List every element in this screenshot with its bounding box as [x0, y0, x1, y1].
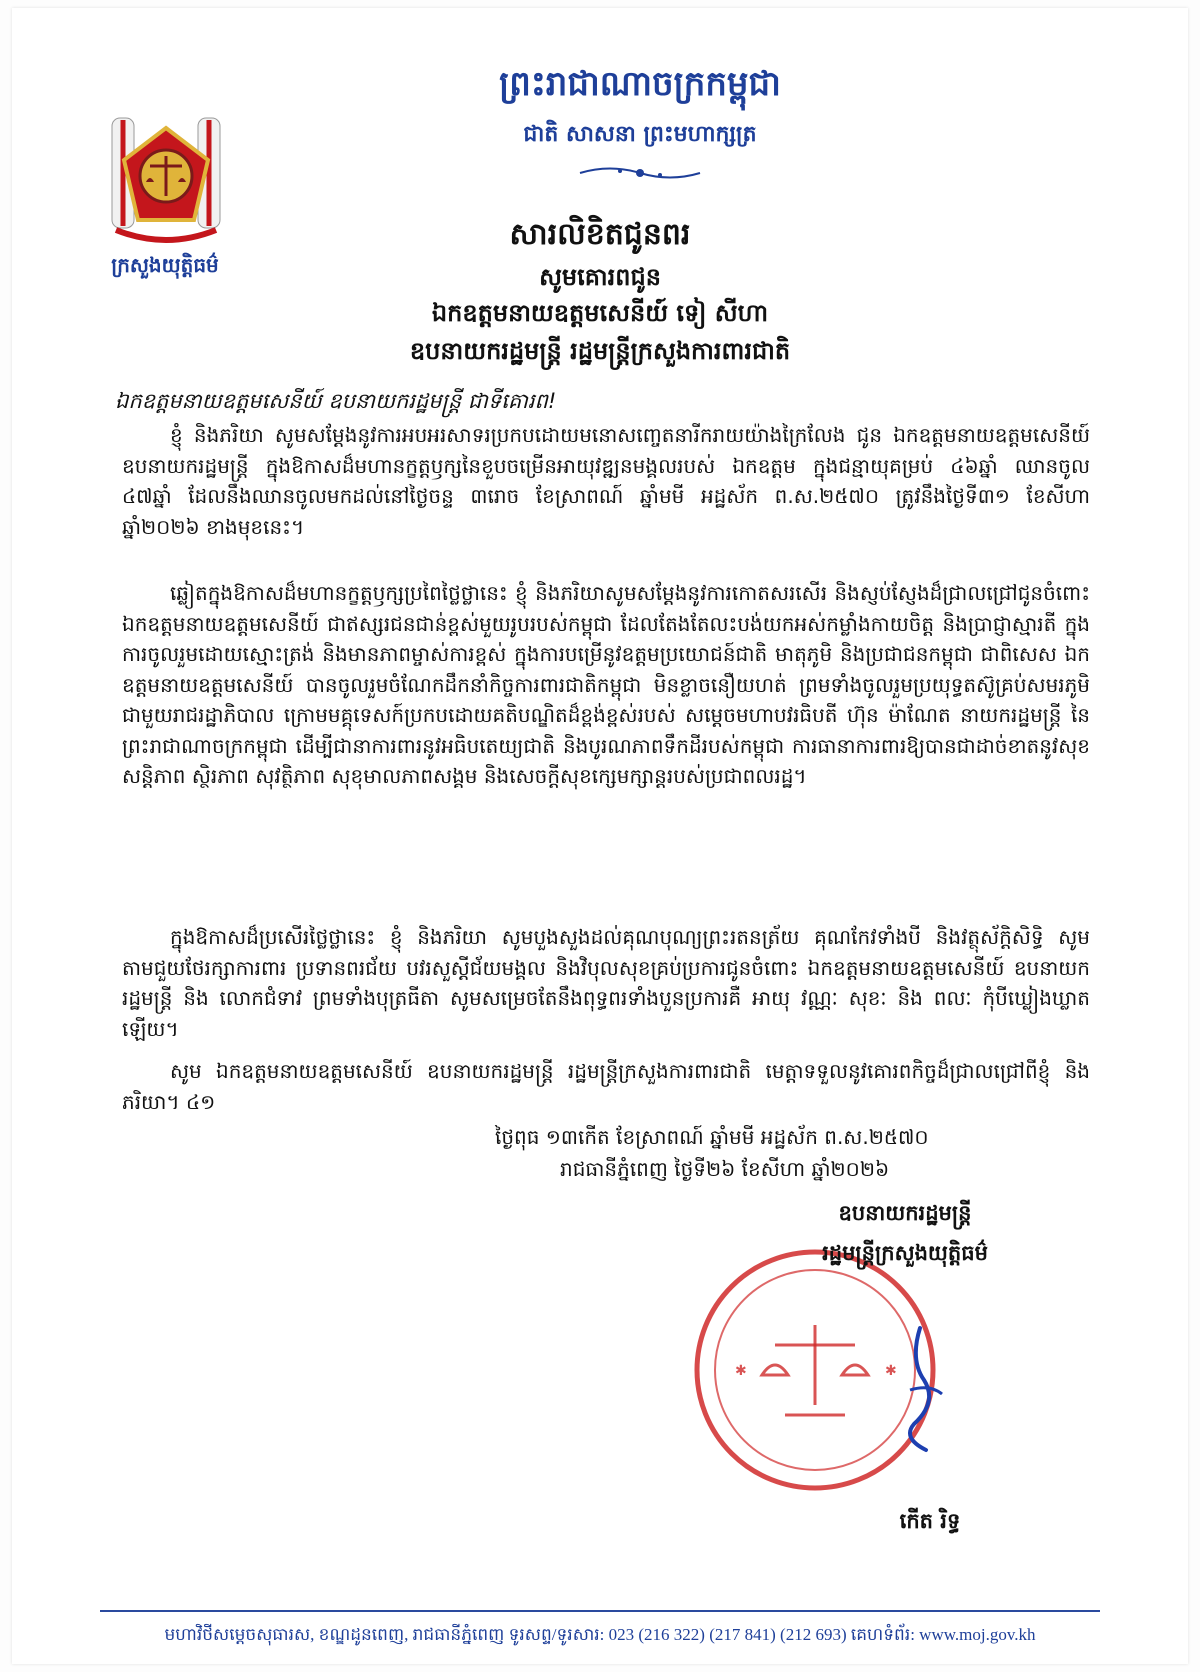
- svg-text:✱: ✱: [885, 1363, 897, 1379]
- body-paragraph-2: ឆ្លៀតក្នុងឱកាសដ៏មហានក្ខត្តឫក្សប្រពៃថ្លៃថ្លានេះ ខ្ញុំ និងភរិយាសូមសម្តែងនូវការកោតសរសើរ និងស្ញប់ស្ញែងដ៏ជ្រាលជ្រៅជូនចំពោះ ឯកឧត្តមនាយឧត្តមសេនីយ៍ ជាឥស្សរជនជាន់ខ្ពស់មួយរូបរបស់កម្ពុជា ដែលតែងតែលះបង់យកអស់កម្លាំងកាយចិត្ត និងប្រាជ្ញាស្មារតី ក្នុងការចូលរួមដោយស្មោះត្រង់ និងមានភាពម្ចាស់ការខ្ពស់ ក្នុងការបម្រើនូវឧត្តមប្រយោជន៍ជាតិ មាតុភូមិ និងប្រជាជនកម្ពុជា ជាពិសេស ឯកឧត្តមនាយឧត្តមសេនីយ៍ បានចូលរួមចំណែកដឹកនាំកិច្ចការពារជាតិកម្ពុជា មិនខ្លាចនឿយហត់ ព្រមទាំងចូលរួមប្រយុទ្ធតស៊ូគ្រប់សមរភូមិ ជាមួយរាជរដ្ឋាភិបាល ក្រោមមគ្គុទេសក៍ប្រកបដោយគតិបណ្ឌិតដ៏ខ្ពង់ខ្ពស់របស់ សម្តេចមហាបវរធិបតី ហ៊ុន ម៉ាណែត នាយករដ្ឋមន្ត្រី នៃព្រះរាជាណាចក្រកម្ពុជា ដើម្បីជានាការពារនូវអធិបតេយ្យជាតិ និងបូរណភាពទឹកដីរបស់កម្ពុជា ការធានាការពារឱ្យបានជាដាច់ខាតនូវសុខសន្តិភាព ស្ថិរភាព សុវត្ថិភាព សុខុមាលភាពសង្គម និងសេចក្តីសុខក្សេមក្សាន្តរបស់ប្រជាពលរដ្ឋ។: [122, 581, 1090, 788]
- body-paragraph-4: សូម ឯកឧត្តមនាយឧត្តមសេនីយ៍ ឧបនាយករដ្ឋមន្ត្រី រដ្ឋមន្ត្រីក្រសួងការពារជាតិ មេត្តាទទួលនូវគោរពកិច្ចដ៏ជ្រាលជ្រៅពីខ្ញុំ និងភរិយា។ ៤១: [122, 1059, 1090, 1114]
- body-paragraph-1: ខ្ញុំ និងភរិយា សូមសម្តែងនូវការអបអរសាទរប្រកបដោយមនោសញ្ចេតនារីករាយយ៉ាងក្រៃលែង ជូន ឯកឧត្តមនាយឧត្តមសេនីយ៍ ឧបនាយករដ្ឋមន្ត្រី ក្នុងឱកាសដ៏មហានក្ខត្តឫក្សនៃខួបចម្រើនអាយុវឌ្ឍនមង្គលរបស់ ឯកឧត្តម ក្នុងជន្មាយុគម្រប់ ៤៦ឆ្នាំ ឈានចូល ៤៧ឆ្នាំ ដែលនឹងឈានចូលមកដល់នៅថ្ងៃចន្ទ ៣រោច ខែស្រាពណ៍ ឆ្នាំមមី អដ្ឋស័ក ព.ស.២៥៧០ ត្រូវនឹងថ្ងៃទី៣១ ខែសីហា ឆ្នាំ២០២៦ ខាងមុខនេះ។: [122, 423, 1090, 539]
- lunar-date: ថ្ងៃពុធ ១៣កើត ខែស្រាពណ៍ ឆ្នាំមមី អដ្ឋស័ក ព.ស.២៥៧០: [495, 1125, 929, 1149]
- footer-contact: មហាវិថីសម្តេចសុធារស, ខណ្ឌដូនពេញ, រាជធានីភ្នំពេញ ទូរសព្ទ/ទូរសារ: 023 (216 322) (217 841) (212 693) គេហទំព័រ: www.moj.gov.kh: [164, 1625, 1036, 1644]
- recipient-intro: សូមគោរពជូន: [539, 263, 661, 291]
- ornament-divider-icon: [575, 162, 705, 184]
- signer-name: កើត រិទ្ធ: [899, 1509, 961, 1533]
- body-paragraph-3: ក្នុងឱកាសដ៏ប្រសើរថ្លៃថ្លានេះ ខ្ញុំ និងភរិយា សូមបួងសួងដល់គុណបុណ្យព្រះរតនត្រ័យ គុណកែវទាំងបី និងវត្ថុស័ក្តិសិទ្ធិ សូមតាមជួយថែរក្សាការពារ ប្រទានពរជ័យ បវរសួស្តីជ័យមង្គល និងវិបុលសុខគ្រប់ប្រការជូនចំពោះ ឯកឧត្តមនាយឧត្តមសេនីយ៍ ឧបនាយករដ្ឋមន្ត្រី និង លោកជំទាវ ព្រមទាំងបុត្រធីតា សូមសម្រេចតែនឹងពុទ្ធពរទាំងបួនប្រការគឺ អាយុ វណ្ណៈ សុខៈ និង ពលៈ កុំបីឃ្លៀងឃ្លាតឡើយ។: [122, 925, 1090, 1041]
- kingdom-heading: ព្រះរាជាណាចក្រកម្ពុជា: [499, 64, 781, 104]
- footer-divider: [100, 1610, 1100, 1612]
- salutation: ឯកឧត្តមនាយឧត្តមសេនីយ៍ ឧបនាយករដ្ឋមន្ត្រី ជាទីគោរព!: [115, 389, 557, 413]
- letter-title: សារលិខិតជូនពរ: [509, 217, 691, 252]
- handwritten-signature-icon: [880, 1320, 960, 1460]
- recipient-name: ឯកឧត្តមនាយឧត្តមសេនីយ៍ ទៀ សីហា: [431, 299, 769, 327]
- signer-title-1: ឧបនាយករដ្ឋមន្ត្រី: [838, 1201, 972, 1225]
- ministry-name: ក្រសួងយុត្តិធម៌: [111, 253, 219, 277]
- national-motto: ជាតិ សាសនា ព្រះមហាក្សត្រ: [523, 122, 757, 147]
- solar-date: រាជធានីភ្នំពេញ ថ្ងៃទី២៦ ខែសីហា ឆ្នាំ២០២៦: [560, 1157, 890, 1181]
- svg-text:✱: ✱: [735, 1363, 747, 1379]
- signer-title-2: រដ្ឋមន្ត្រីក្រសួងយុត្តិធម៌: [822, 1241, 988, 1265]
- recipient-title: ឧបនាយករដ្ឋមន្ត្រី រដ្ឋមន្ត្រីក្រសួងការពារជាតិ: [409, 337, 791, 365]
